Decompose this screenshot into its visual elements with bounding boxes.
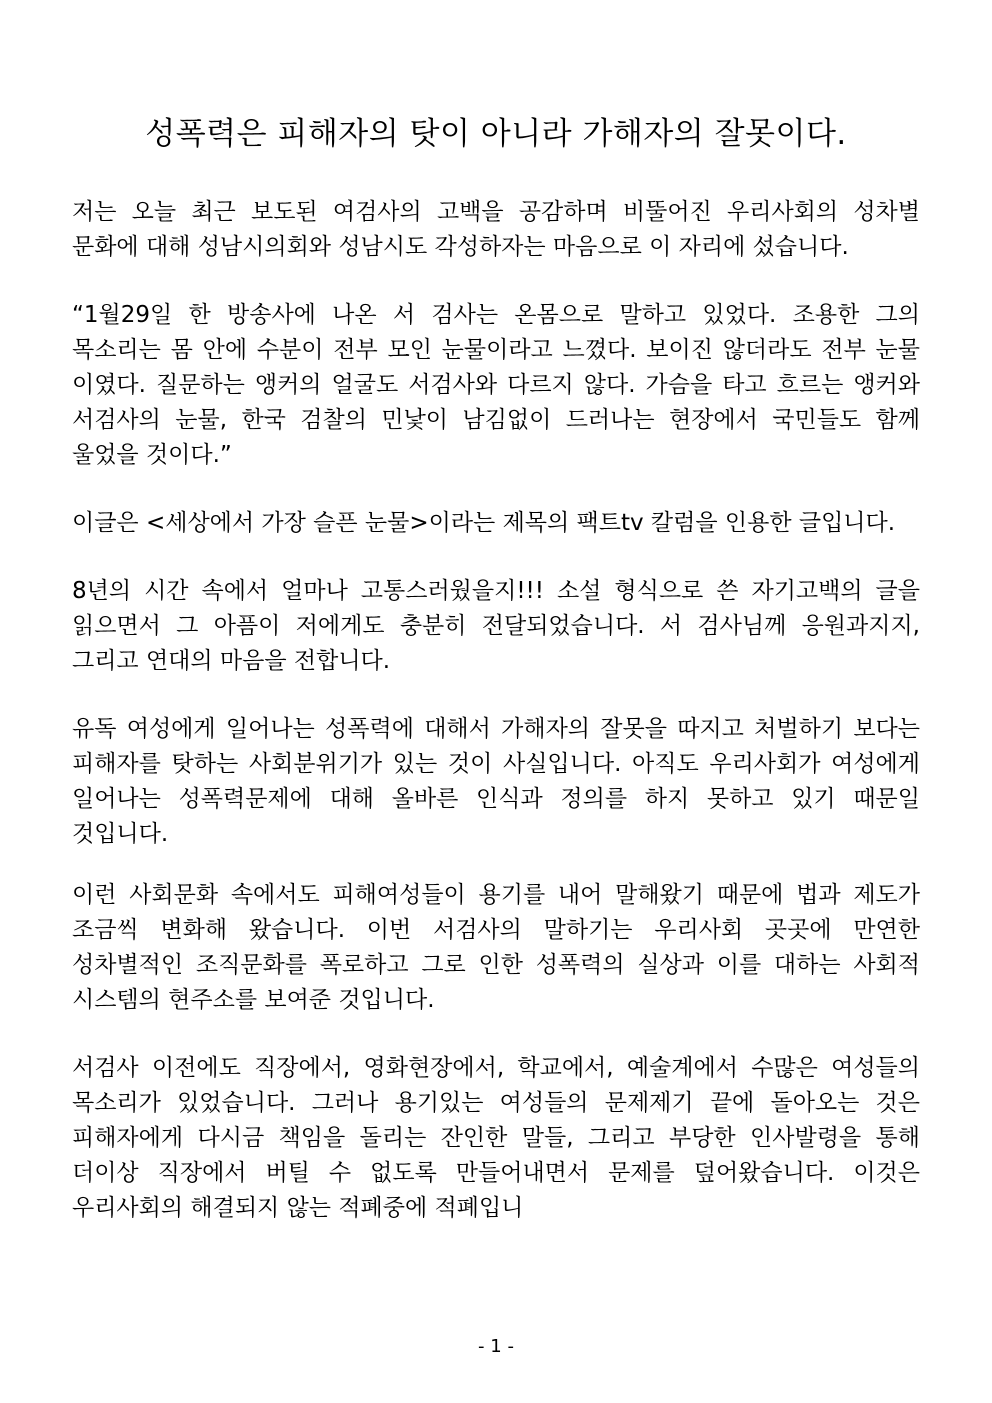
paragraph-4: 8년의 시간 속에서 얼마나 고통스러웠을지!!! 소설 형식으로 쓴 자기고백의 글을 읽으면서 그 아픔이 저에게도 충분히 전달되었습니다. 서 검사님께 응원과지지, 그리고 연대의 마음을 전합니다. — [72, 578, 920, 674]
document-title: 성폭력은 피해자의 탓이 아니라 가해자의 잘못이다. — [145, 116, 847, 152]
paragraph-7: 서검사 이전에도 직장에서, 영화현장에서, 학교에서, 예술계에서 수많은 여성들의 목소리가 있었습니다. 그러나 용기있는 여성들의 문제제기 끝에 돌아오는 것은 피해자에게 다시금 책임을 돌리는 잔인한 말들, 그리고 부당한 인사발령을 통해 더이상 직장에서 버틸 수 없도록 만들어내면서 문제를 덮어왔습니다. 이것은 우리사회의 해결되지 않는 적폐중에 적폐입니 — [72, 1055, 920, 1221]
paragraph-5: 유독 여성에게 일어나는 성폭력에 대해서 가해자의 잘못을 따지고 처벌하기 보다는 피해자를 탓하는 사회분위기가 있는 것이 사실입니다. 아직도 우리사회가 여성에게 일어나는 성폭력문제에 대해 올바른 인식과 정의를 하지 못하고 있기 때문일 것입니다. — [72, 716, 920, 847]
paragraph-1: 저는 오늘 최근 보도된 여검사의 고백을 공감하며 비뚤어진 우리사회의 성차별 문화에 대해 성남시의회와 성남시도 각성하자는 마음으로 이 자리에 섰습니다. — [72, 199, 920, 260]
paragraph-3: 이글은 <세상에서 가장 슬픈 눈물>이라는 제목의 팩트tv 칼럼을 인용한 글입니다. — [72, 510, 896, 536]
paragraph-2-quote: “1월29일 한 방송사에 나온 서 검사는 온몸으로 말하고 있었다. 조용한 그의 목소리는 몸 안에 수분이 전부 모인 눈물이라고 느꼈다. 보이진 않더라도 전부 눈물 이였다. 질문하는 앵커의 얼굴도 서검사와 다르지 않다. 가슴을 타고 흐르는 앵커와 서검사의 눈물, 한국 검찰의 민낯이 남김없이 드러나는 현장에서 국민들도 함께 울었을 것이다.” — [72, 302, 920, 468]
paragraph-6: 이런 사회문화 속에서도 피해여성들이 용기를 내어 말해왔기 때문에 법과 제도가 조금씩 변화해 왔습니다. 이번 서검사의 말하기는 우리사회 곳곳에 만연한 성차별적인 조직문화를 폭로하고 그로 인한 성폭력의 실상과 이를 대하는 사회적 시스템의 현주소를 보여준 것입니다. — [72, 882, 920, 1013]
document-body — [72, 195, 920, 1226]
page-number: - 1 - — [478, 1336, 514, 1357]
